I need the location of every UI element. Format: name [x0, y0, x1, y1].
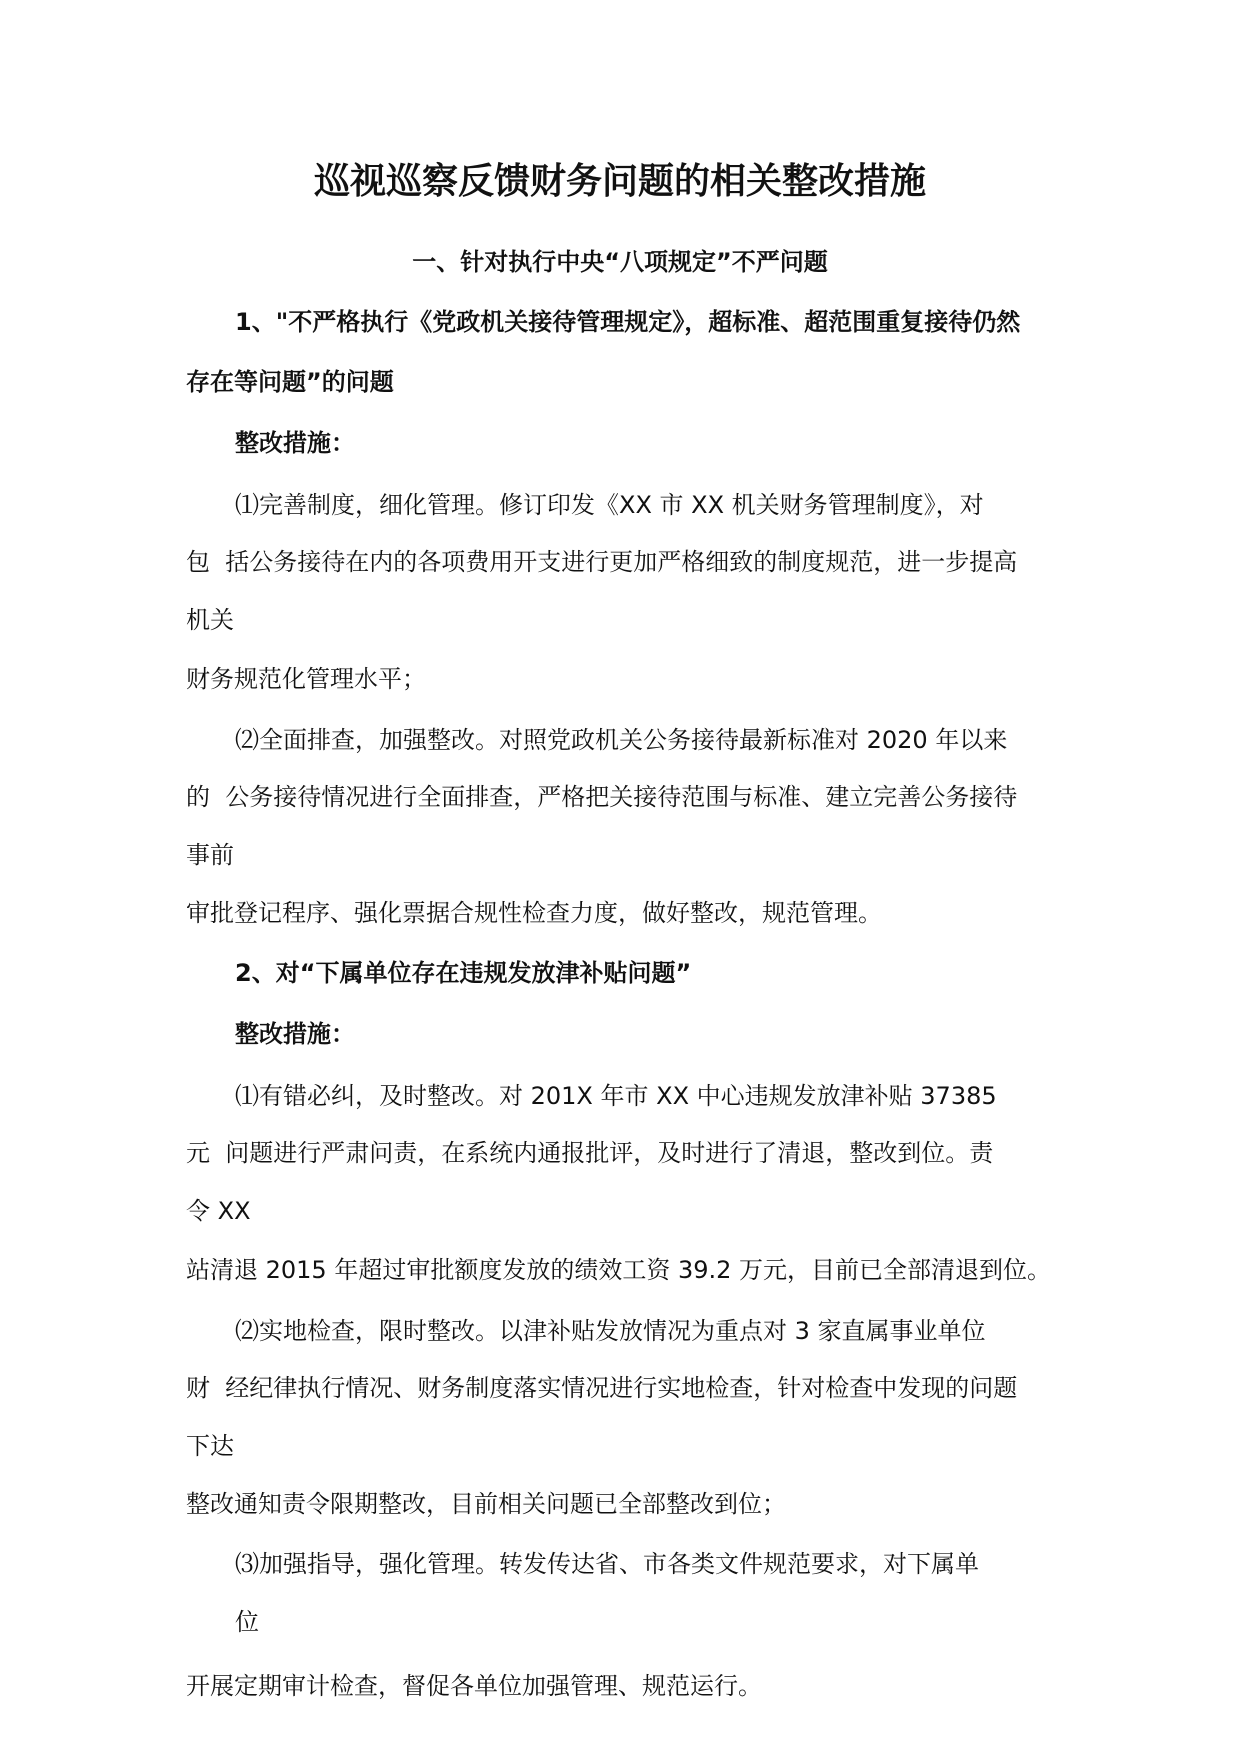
- item1-measure1-line2: 包 括公务接待在内的各项费用开支进行更加严格细致的制度规范，进一步提高: [186, 548, 1018, 576]
- item2-measure3-line3: 开展定期审计检查，督促各单位加强管理、规范运行。: [186, 1672, 762, 1700]
- item2-measures-label: 整改措施：: [235, 1020, 355, 1048]
- item2-measure3-line2: 位: [235, 1608, 259, 1636]
- item2-measure1-line2: 元 问题进行严肃问责，在系统内通报批评，及时进行了清退，整改到位。责: [186, 1139, 994, 1167]
- item1-measure2-line3: 事前: [186, 841, 234, 869]
- item1-heading-line1: 1、"不严格执行《党政机关接待管理规定》，超标准、超范围重复接待仍然: [235, 308, 1021, 336]
- item1-heading-line2: 存在等问题”的问题: [186, 368, 394, 396]
- item2-heading: 2、对“下属单位存在违规发放津补贴问题”: [235, 959, 692, 987]
- item1-measures-label: 整改措施：: [235, 429, 355, 457]
- item2-measure3-line1: ⑶加强指导，强化管理。转发传达省、市各类文件规范要求，对下属单: [235, 1550, 979, 1578]
- item1-measure1-line3: 机关: [186, 606, 234, 634]
- section-heading: 一、针对执行中央“八项规定”不严问题: [412, 248, 828, 276]
- item2-measure2-line4: 整改通知责令限期整改，目前相关问题已全部整改到位；: [186, 1490, 786, 1518]
- item2-measure2-line1: ⑵实地检查，限时整改。以津补贴发放情况为重点对 3 家直属事业单位: [235, 1317, 986, 1345]
- item2-measure1-line4: 站清退 2015 年超过审批额度发放的绩效工资 39.2 万元，目前已全部清退到位。: [186, 1256, 1052, 1284]
- item1-measure1-line1: ⑴完善制度，细化管理。修订印发《XX 市 XX 机关财务管理制度》，对: [235, 491, 984, 519]
- item1-measure2-line1: ⑵全面排查，加强整改。对照党政机关公务接待最新标准对 2020 年以来: [235, 726, 1008, 754]
- item1-measure2-line2: 的 公务接待情况进行全面排查，严格把关接待范围与标准、建立完善公务接待: [186, 783, 1018, 811]
- item1-measure1-line4: 财务规范化管理水平；: [186, 665, 426, 693]
- item2-measure2-line3: 下达: [186, 1432, 234, 1460]
- item1-measure2-line4: 审批登记程序、强化票据合规性检查力度，做好整改，规范管理。: [186, 899, 882, 927]
- item2-measure1-line1: ⑴有错必纠，及时整改。对 201X 年市 XX 中心违规发放津补贴 37385: [235, 1082, 997, 1110]
- item2-measure1-line3: 令 XX: [186, 1197, 251, 1225]
- item2-measure2-line2: 财 经纪律执行情况、财务制度落实情况进行实地检查，针对检查中发现的问题: [186, 1374, 1018, 1402]
- document-title: 巡视巡察反馈财务问题的相关整改措施: [313, 160, 926, 202]
